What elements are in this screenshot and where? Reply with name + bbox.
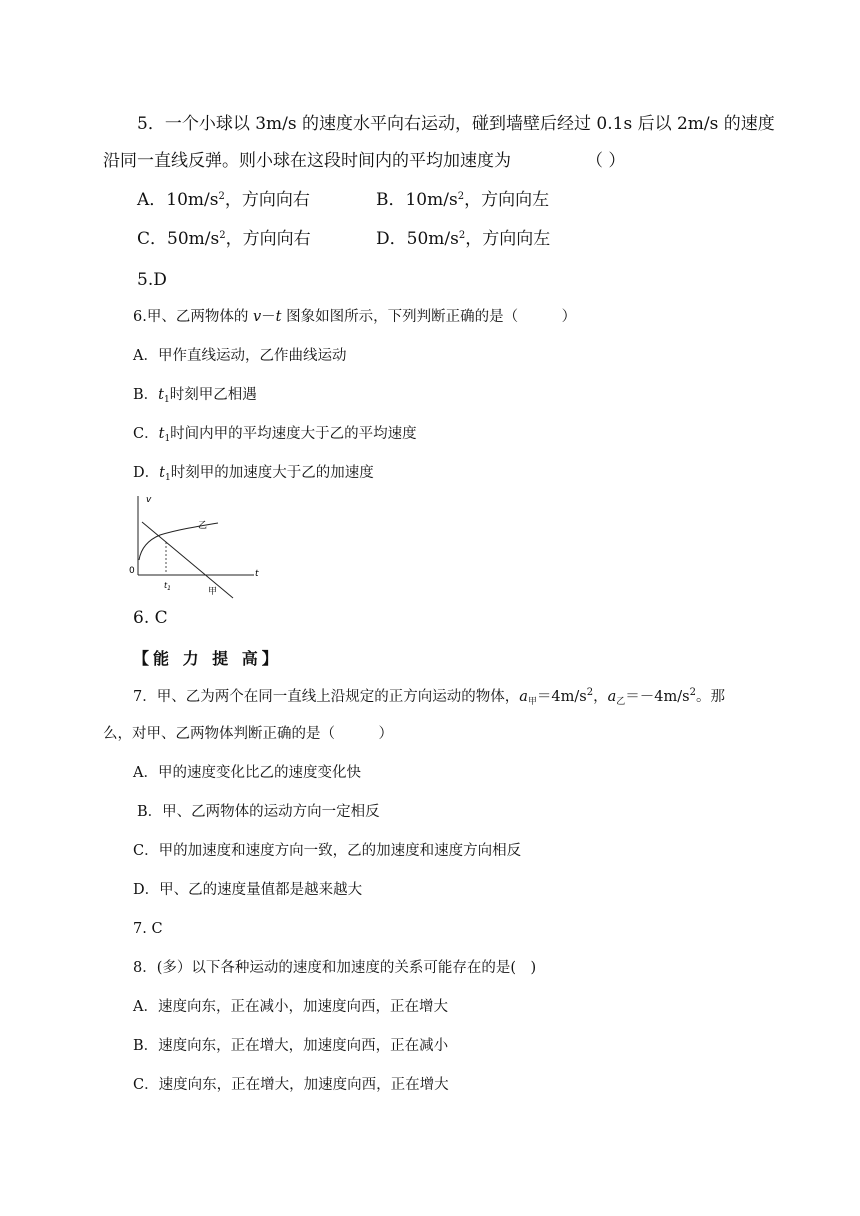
series-line-jia	[142, 522, 233, 598]
q5-answer-paren: （ ）	[586, 151, 626, 171]
q6-option-b: B．$t_1$时刻甲乙相遇	[133, 387, 257, 405]
q6-answer: 6. C	[133, 608, 168, 628]
q7-option-c: C．甲的加速度和速度方向一致，乙的加速度和速度方向相反	[133, 843, 522, 859]
q8-option-a: A．速度向东，正在减小，加速度向西，正在增大	[133, 999, 448, 1015]
graph-x-label: t	[255, 569, 259, 579]
graph-y-label: v	[146, 495, 152, 505]
q7-option-b: B．甲、乙两物体的运动方向一定相反	[137, 804, 380, 820]
q5-option-a: A．$10m/s^2$，方向向右	[137, 190, 310, 210]
graph-label-yi: 乙	[198, 521, 208, 531]
graph-origin-label: 0	[129, 566, 135, 576]
q5-stem-line2: 沿同一直线反弹。则小球在这段时间内的平均加速度为	[103, 151, 511, 171]
q7-stem-line2: 么，对甲、乙两物体判断正确的是（ ）	[103, 726, 393, 742]
graph-t1-tick: $t_1$	[164, 581, 171, 592]
q5-stem-line1: 5．一个小球以 3m/s 的速度水平向右运动，碰到墙壁后经过 0.1s 后以 2m/s 的速度	[137, 114, 775, 134]
section-heading: 【能 力 提 高】	[133, 649, 282, 668]
q6-option-a: A．甲作直线运动，乙作曲线运动	[133, 348, 347, 364]
graph-label-jia: 甲	[208, 587, 218, 597]
q7-option-a: A．甲的速度变化比乙的速度变化快	[133, 765, 361, 781]
q7-option-d: D．甲、乙的速度量值都是越来越大	[133, 882, 363, 898]
q8-option-b: B．速度向东，正在增大，加速度向西，正在减小	[133, 1038, 449, 1054]
q6-option-d: D．$t_1$时刻甲的加速度大于乙的加速度	[133, 465, 374, 483]
q8-option-c: C．速度向东，正在增大，加速度向西，正在增大	[133, 1077, 449, 1093]
q5-option-b: B．$10m/s^2$，方向向左	[376, 190, 550, 210]
q6-option-c: C．$t_1$时间内甲的平均速度大于乙的平均速度	[133, 426, 417, 444]
q5-option-d: D．$50m/s^2$，方向向左	[376, 229, 551, 249]
q5-answer: 5.D	[137, 270, 167, 290]
q8-stem: 8．(多）以下各种运动的速度和加速度的关系可能存在的是( )	[133, 960, 537, 976]
vt-graph	[126, 490, 266, 602]
q5-option-c: C．$50m/s^2$，方向向右	[137, 229, 311, 249]
q7-answer: 7. C	[133, 921, 163, 937]
q6-stem: 6.甲、乙两物体的 v－t 图象如图所示，下列判断正确的是（ ）	[133, 309, 577, 325]
q7-stem-line1: 7．甲、乙为两个在同一直线上沿规定的正方向运动的物体，$a_甲=4m/s^2$，$a_乙=-4m/s^2$。那	[133, 687, 725, 707]
